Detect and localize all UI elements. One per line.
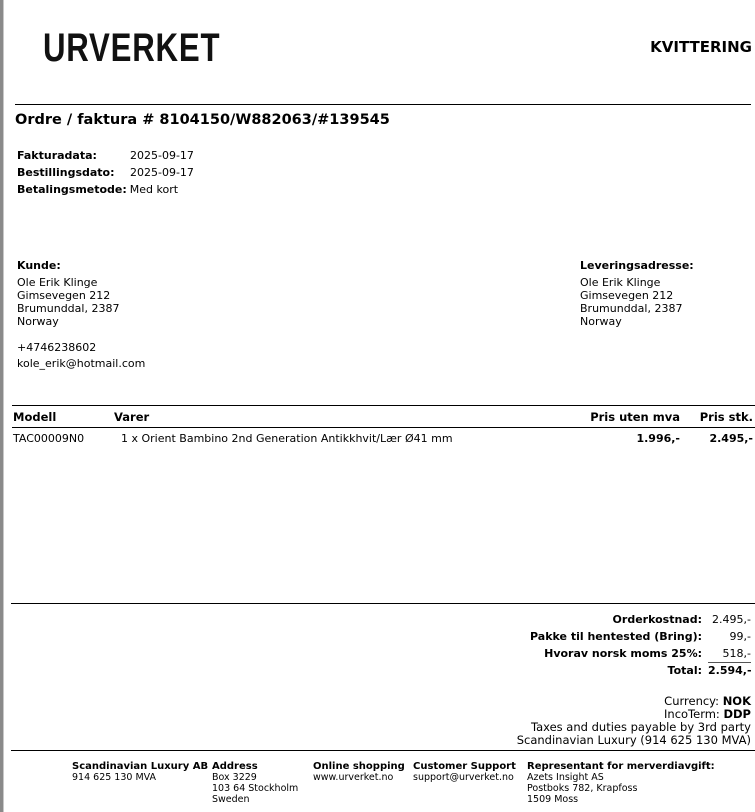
totals bbox=[530, 612, 751, 680]
delivery-street: Gimsevegen 212 bbox=[580, 289, 674, 302]
col-header-unit-price: Pris stk. bbox=[699, 410, 753, 424]
total-grand bbox=[530, 663, 751, 680]
footer-online bbox=[313, 761, 405, 783]
customer-email: kole_erik@hotmail.com bbox=[17, 357, 146, 370]
cell-item: 1 x Orient Bambino 2nd Generation Antikkhvit/Lær Ø41 mm bbox=[121, 432, 453, 445]
customer-contact bbox=[17, 340, 145, 372]
meta-payment-method bbox=[17, 182, 194, 199]
footer-line: 914 625 130 MVA bbox=[72, 772, 157, 783]
total-label: Pakke til hentested (Bring): bbox=[530, 630, 702, 643]
customer-address bbox=[17, 259, 119, 328]
meta-label: Fakturadata: bbox=[17, 149, 97, 162]
currency-label: Currency: bbox=[664, 694, 720, 708]
footer-heading: Representant for merverdiavgift: bbox=[527, 761, 715, 772]
cell-unit-price: 2.495,- bbox=[709, 432, 753, 445]
table-bottom-divider bbox=[11, 603, 755, 604]
footer-heading: Customer Support bbox=[413, 761, 516, 772]
total-label: Total: bbox=[667, 664, 702, 677]
table-top-divider bbox=[12, 405, 755, 406]
col-header-items: Varer bbox=[114, 410, 150, 424]
footer-support bbox=[413, 761, 516, 783]
footer-heading: Scandinavian Luxury AB bbox=[72, 761, 209, 772]
footer-line: Azets Insight AS bbox=[527, 772, 604, 783]
order-meta bbox=[17, 148, 194, 199]
footer-vat-representative bbox=[527, 761, 715, 805]
footer-line: Sweden bbox=[212, 794, 250, 805]
meta-value: 2025-09-17 bbox=[130, 166, 194, 179]
customer-street: Gimsevegen 212 bbox=[17, 289, 111, 302]
delivery-name: Ole Erik Klinge bbox=[580, 276, 661, 289]
delivery-heading: Leveringsadresse: bbox=[580, 259, 694, 272]
footer-heading: Address bbox=[212, 761, 258, 772]
footer-company bbox=[72, 761, 208, 783]
customer-phone: +4746238602 bbox=[17, 341, 97, 354]
meta-value: 2025-09-17 bbox=[130, 149, 194, 162]
meta-label: Betalingsmetode: bbox=[17, 183, 127, 196]
delivery-address bbox=[580, 259, 694, 328]
incoterm-label: IncoTerm: bbox=[664, 707, 720, 721]
order-title: Ordre / faktura # 8104150/W882063/#139545 bbox=[15, 112, 390, 128]
total-value: 2.495,- bbox=[712, 613, 751, 626]
footer-line: Postboks 782, Krapfoss bbox=[527, 783, 638, 794]
trade-terms bbox=[517, 695, 751, 747]
footer-address bbox=[212, 761, 298, 805]
delivery-country: Norway bbox=[580, 315, 622, 328]
total-order-cost bbox=[530, 612, 751, 629]
header-divider bbox=[15, 104, 751, 105]
duties-note: Taxes and duties payable by 3rd party bbox=[530, 720, 751, 734]
customer-city: Brumunddal, 2387 bbox=[17, 302, 120, 315]
meta-label: Bestillingsdato: bbox=[17, 166, 115, 179]
footer-line: 103 64 Stockholm bbox=[212, 783, 299, 794]
meta-order-date bbox=[17, 165, 194, 182]
cell-model: TAC00009N0 bbox=[13, 432, 85, 445]
total-shipping bbox=[530, 629, 751, 646]
footer-line: 1509 Moss bbox=[527, 794, 579, 805]
incoterm-value: DDP bbox=[723, 707, 751, 721]
total-label: Hvorav norsk moms 25%: bbox=[544, 647, 702, 660]
customer-name: Ole Erik Klinge bbox=[17, 276, 98, 289]
meta-invoice-date bbox=[17, 148, 194, 165]
total-value: 518,- bbox=[708, 646, 751, 663]
cell-price-ex-vat: 1.996,- bbox=[636, 432, 680, 445]
col-header-price-ex-vat: Pris uten mva bbox=[590, 410, 680, 424]
customer-country: Norway bbox=[17, 315, 59, 328]
col-header-model: Modell bbox=[13, 410, 57, 424]
total-label: Orderkostnad: bbox=[612, 613, 702, 626]
footer-divider bbox=[11, 750, 755, 751]
page-left-edge bbox=[0, 0, 4, 812]
footer-support-email[interactable]: support@urverket.no bbox=[413, 772, 514, 783]
total-vat bbox=[530, 646, 751, 663]
footer-website-link[interactable]: www.urverket.no bbox=[313, 772, 394, 783]
footer-line: Box 3229 bbox=[212, 772, 257, 783]
brand-logo: URVERKET bbox=[43, 26, 221, 70]
table-header-divider bbox=[12, 427, 755, 428]
duties-payer: Scandinavian Luxury (914 625 130 MVA) bbox=[516, 733, 751, 747]
document-type: KVITTERING bbox=[650, 38, 752, 56]
total-value: 99,- bbox=[729, 630, 751, 643]
footer-heading: Online shopping bbox=[313, 761, 405, 772]
customer-heading: Kunde: bbox=[17, 259, 61, 272]
currency-value: NOK bbox=[722, 694, 751, 708]
total-value: 2.594,- bbox=[708, 664, 752, 677]
meta-value: Med kort bbox=[129, 183, 179, 196]
delivery-city: Brumunddal, 2387 bbox=[580, 302, 683, 315]
